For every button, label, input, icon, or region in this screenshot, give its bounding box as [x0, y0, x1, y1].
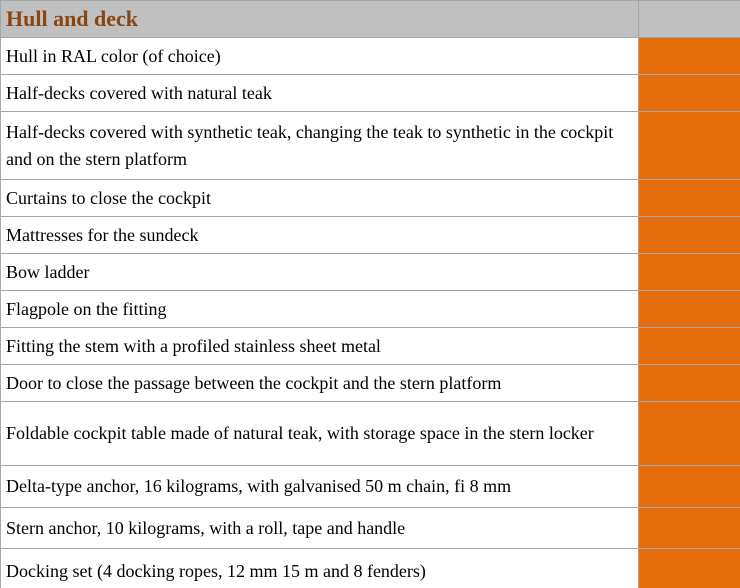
option-description: Foldable cockpit table made of natural teak, with storage space in the stern locker [1, 402, 639, 466]
table-row [1, 75, 740, 112]
option-marker [639, 75, 740, 112]
table-row [1, 402, 740, 466]
table-row [1, 180, 740, 217]
table-row [1, 254, 740, 291]
option-marker [639, 466, 740, 508]
section-title: Hull and deck [6, 6, 139, 31]
option-description: Curtains to close the cockpit [1, 180, 639, 217]
option-marker [639, 549, 740, 588]
table-row [1, 217, 740, 254]
section-title-cell [1, 1, 639, 38]
option-marker [639, 402, 740, 466]
table-row [1, 466, 740, 508]
option-marker [639, 254, 740, 291]
option-description: Stern anchor, 10 kilograms, with a roll, tape and handle [1, 508, 639, 549]
table-row [1, 112, 740, 180]
option-description: Mattresses for the sundeck [1, 217, 639, 254]
table-row [1, 549, 740, 588]
option-description: Half-decks covered with synthetic teak, changing the teak to synthetic in the cockpit and on the stern platform [1, 112, 639, 180]
option-description: Docking set (4 docking ropes, 12 mm 15 m and 8 fenders) [1, 549, 639, 588]
section-header-row [1, 1, 740, 38]
table-row [1, 328, 740, 365]
option-marker [639, 217, 740, 254]
option-description: Half-decks covered with natural teak [1, 75, 639, 112]
option-description: Bow ladder [1, 254, 639, 291]
option-marker [639, 38, 740, 75]
table-row [1, 365, 740, 402]
option-marker [639, 291, 740, 328]
option-marker [639, 328, 740, 365]
option-description: Flagpole on the fitting [1, 291, 639, 328]
option-description: Hull in RAL color (of choice) [1, 38, 639, 75]
table-row [1, 38, 740, 75]
section-header-mark-cell [639, 1, 740, 38]
option-marker [639, 508, 740, 549]
option-marker [639, 112, 740, 180]
option-marker [639, 180, 740, 217]
option-description: Delta-type anchor, 16 kilograms, with galvanised 50 m chain, fi 8 mm [1, 466, 639, 508]
option-marker [639, 365, 740, 402]
option-description: Fitting the stem with a profiled stainless sheet metal [1, 328, 639, 365]
option-description: Door to close the passage between the cockpit and the stern platform [1, 365, 639, 402]
table-row [1, 291, 740, 328]
table-row [1, 508, 740, 549]
